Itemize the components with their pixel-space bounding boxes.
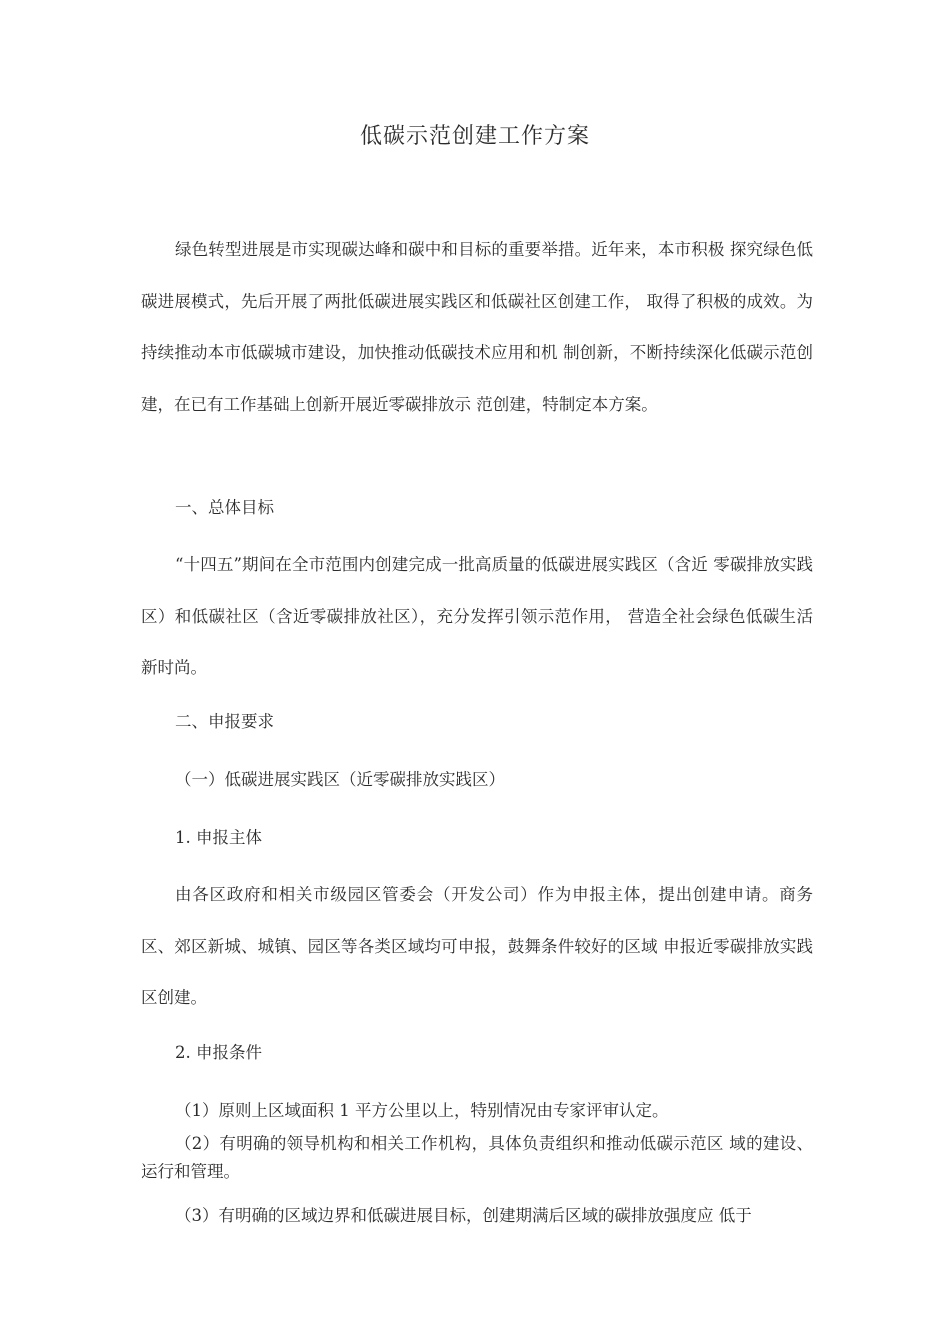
section1-paragraph: “十四五”期间在全市范围内创建完成一批高质量的低碳进展实践区（含近 零碳排放实践区）和低碳社区（含近零碳排放社区），充分发挥引领示范作用， 营造全社会绿色低碳生活新时尚。 bbox=[141, 555, 813, 677]
intro-paragraph: 绿色转型进展是市实现碳达峰和碳中和目标的重要举措。近年来，本市积极 探究绿色低碳进展模式，先后开展了两批低碳进展实践区和低碳社区创建工作， 取得了积极的成效。为持续推动本市低碳城市建设，加快推动低碳技术应用和机 制创新，不断持续深化低碳示范创建，在已有工作基础上创新开展近零碳排放示 范创建，特制定本方案。 bbox=[141, 240, 813, 414]
condition-2: （2）有明确的领导机构和相关工作机构，具体负责组织和推动低碳示范区 域的建设、运行和管理。 bbox=[141, 1134, 813, 1181]
section2-heading: 二、申报要求 bbox=[175, 712, 274, 731]
condition-1: （1）原则上区域面积 1 平方公里以上，特别情况由专家评审认定。 bbox=[175, 1101, 669, 1120]
section1-heading: 一、总体目标 bbox=[175, 498, 274, 517]
item1-heading: 1. 申报主体 bbox=[175, 828, 262, 847]
document-title: 低碳示范创建工作方案 bbox=[359, 124, 590, 149]
condition-3: （3）有明确的区域边界和低碳进展目标，创建期满后区域的碳排放强度应 低于 bbox=[175, 1206, 752, 1225]
item2-heading: 2. 申报条件 bbox=[175, 1043, 262, 1062]
subsection1-heading: （一）低碳进展实践区（近零碳排放实践区） bbox=[175, 770, 505, 789]
item1-paragraph: 由各区政府和相关市级园区管委会（开发公司）作为申报主体，提出创建申请。商务区、郊区新城、城镇、园区等各类区域均可申报，鼓舞条件较好的区域 申报近零碳排放实践区创建。 bbox=[141, 885, 813, 1007]
